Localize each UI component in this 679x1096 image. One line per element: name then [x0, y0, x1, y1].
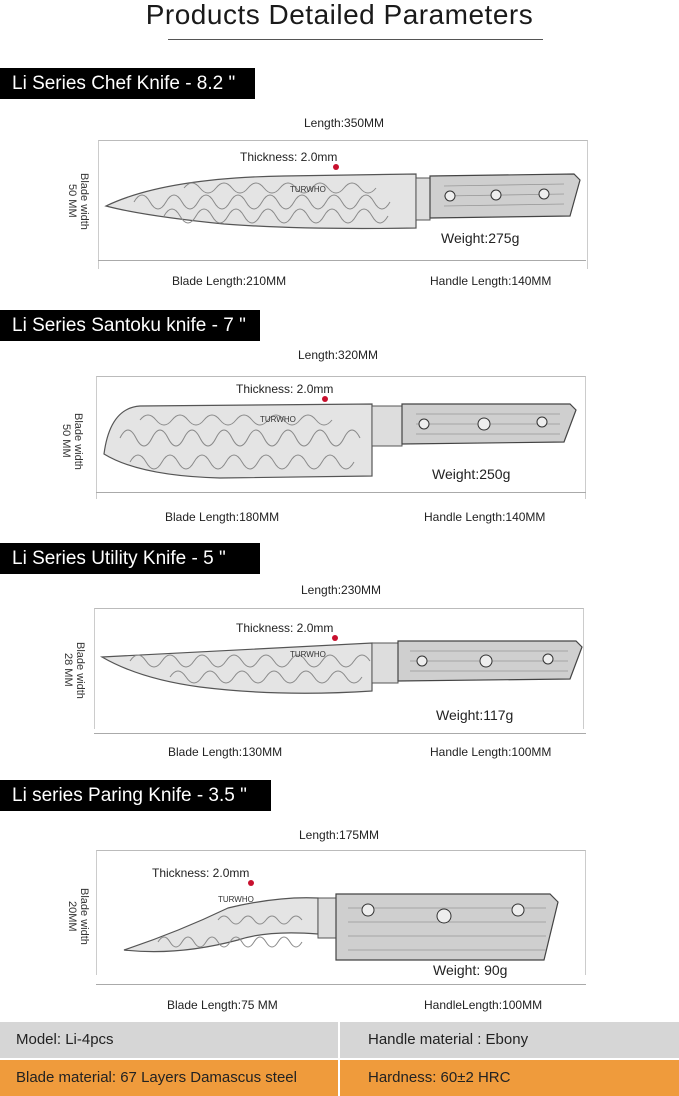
length-dimension-line: [98, 260, 586, 261]
handle-material-cell: Handle material : Ebony: [340, 1022, 679, 1058]
spec-table: [0, 1022, 679, 1094]
knife-section-santoku: [0, 310, 679, 540]
thickness-label: Thickness: 2.0mm: [236, 621, 334, 635]
length-label: Length:350MM: [304, 116, 385, 130]
blade-width-label: Blade width 50 MM: [60, 412, 84, 470]
brand-mark: TURWHO: [260, 415, 296, 424]
knife-section-utility: [0, 543, 679, 773]
blade-width-label: Blade width 20MM: [66, 887, 90, 945]
length-dimension-line: [96, 492, 586, 493]
spec-row-blade: [0, 1060, 679, 1096]
length-label: Length:230MM: [301, 583, 382, 597]
section-header: Li series Paring Knife - 3.5 ": [0, 780, 271, 811]
blade-width-label: Blade width 28 MM: [62, 641, 86, 699]
weight-label: Weight: 90g: [433, 962, 508, 978]
page-title: Products Detailed Parameters: [145, 0, 534, 30]
section-header: Li Series Utility Knife - 5 ": [0, 543, 260, 574]
spec-row-model: [0, 1022, 679, 1058]
length-dimension-line: [96, 984, 586, 985]
length-label: Length:320MM: [298, 348, 379, 362]
thickness-label: Thickness: 2.0mm: [240, 150, 338, 164]
thickness-label: Thickness: 2.0mm: [236, 382, 334, 396]
knife-section-paring: [0, 780, 679, 1016]
utility-knife-image: [100, 637, 590, 707]
blade-length-label: Blade Length:210MM: [172, 274, 287, 288]
blade-length-label: Blade Length:130MM: [168, 745, 283, 759]
length-label: Length:175MM: [299, 828, 380, 842]
handle-length-label: HandleLength:100MM: [424, 998, 543, 1012]
blade-length-label: Blade Length:180MM: [165, 510, 280, 524]
brand-mark: TURWHO: [290, 185, 326, 194]
thickness-marker: [248, 880, 254, 886]
brand-mark: TURWHO: [290, 650, 326, 659]
section-header: Li Series Santoku knife - 7 ": [0, 310, 260, 341]
blade-material-cell: Blade material: 67 Layers Damascus steel: [0, 1060, 338, 1096]
handle-length-label: Handle Length:100MM: [430, 745, 552, 759]
model-cell: Model: Li-4pcs: [0, 1022, 338, 1058]
weight-label: Weight:117g: [436, 707, 514, 723]
section-header: Li Series Chef Knife - 8.2 ": [0, 68, 255, 99]
blade-width-label: Blade width 50 MM: [66, 172, 90, 230]
knife-section-chef: [0, 68, 679, 300]
paring-knife-image: [118, 890, 564, 968]
weight-label: Weight:250g: [432, 466, 511, 482]
thickness-label: Thickness: 2.0mm: [152, 866, 250, 880]
weight-label: Weight:275g: [441, 230, 520, 246]
title-divider: [168, 39, 543, 40]
blade-length-label: Blade Length:75 MM: [167, 998, 278, 1012]
handle-length-label: Handle Length:140MM: [424, 510, 546, 524]
handle-length-label: Handle Length:140MM: [430, 274, 552, 288]
length-dimension-line: [94, 733, 586, 734]
brand-mark: TURWHO: [218, 895, 254, 904]
hardness-cell: Hardness: 60±2 HRC: [340, 1060, 679, 1096]
